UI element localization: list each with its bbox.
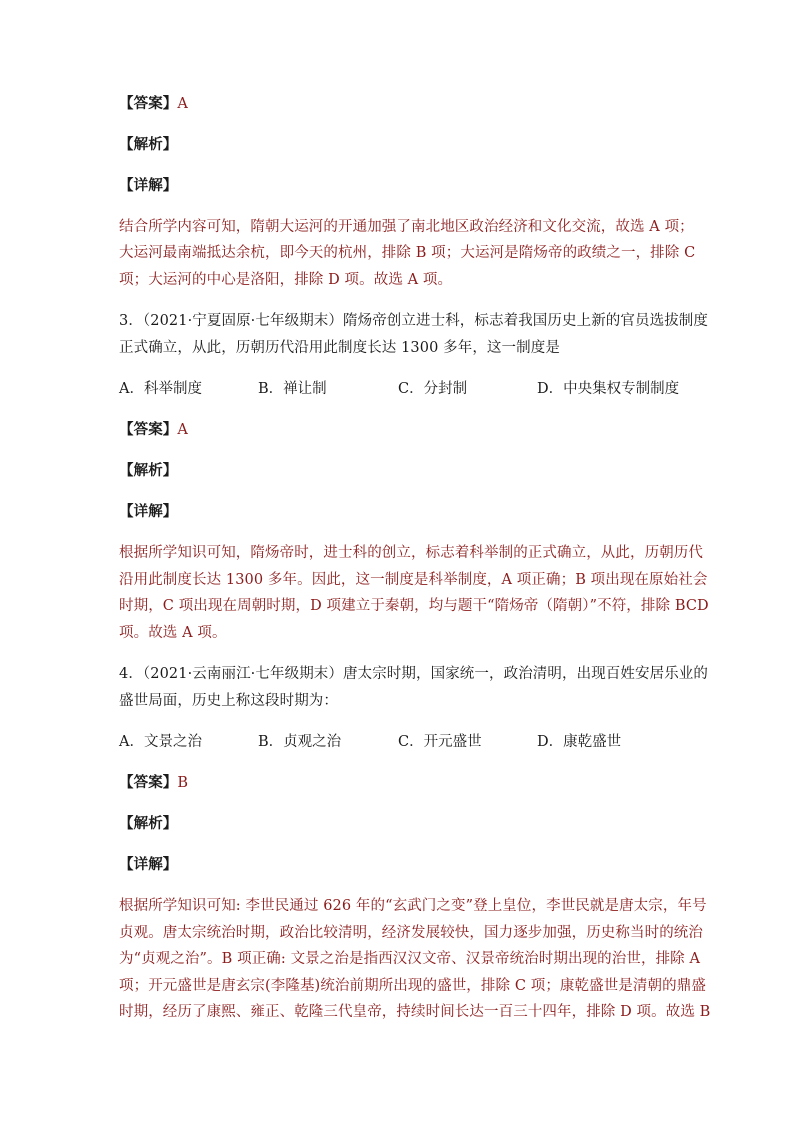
question-3-option-c: C．分封制 xyxy=(398,381,468,397)
question-4-option-d: D．康乾盛世 xyxy=(537,734,622,750)
explanation-2-line-2: 沿用此制度长达 1300 多年。因此，这一制度是科举制度，A 项正确；B 项出现在原始社会 xyxy=(119,572,708,588)
question-4-option-a: A．文景之治 xyxy=(119,734,202,750)
analysis-label-1: 【解析】 xyxy=(119,136,178,153)
answer-line-1 xyxy=(119,94,188,114)
explanation-1-line-3: 项；大运河的中心是洛阳，排除 D 项。故选 A 项。 xyxy=(119,272,453,288)
answer-label: 【答案】 xyxy=(119,421,178,438)
explanation-3-line-5: 时期，经历了康熙、雍正、乾隆三代皇帝，持续时间长达一百三十四年，排除 D 项。故选 B xyxy=(119,1004,711,1020)
answer-value: A xyxy=(177,96,188,112)
answer-label: 【答案】 xyxy=(119,774,178,791)
question-3-option-b: B．禅让制 xyxy=(258,381,327,397)
question-4-option-c: C．开元盛世 xyxy=(398,734,482,750)
analysis-label-2: 【解析】 xyxy=(119,462,178,479)
explanation-2-line-1: 根据所学知识可知，隋炀帝时，进士科的创立，标志着科举制的正式确立，从此，历朝历代 xyxy=(119,545,703,561)
explanation-3-line-3: 为“贞观之治”。B 项正确: 文景之治是指西汉汉文帝、汉景帝统治时期出现的治世，排除 A xyxy=(119,951,701,967)
explanation-1-line-2: 大运河最南端抵达余杭，即今天的杭州，排除 B 项；大运河是隋炀帝的政绩之一，排除 C xyxy=(119,245,696,261)
question-4-line-2: 盛世局面，历史上称这段时期为： xyxy=(119,693,338,709)
detail-label-3: 【详解】 xyxy=(119,856,178,873)
explanation-2-line-4: 项。故选 A 项。 xyxy=(119,625,227,641)
answer-line-3 xyxy=(119,773,188,793)
question-4-option-b: B．贞观之治 xyxy=(258,734,342,750)
detail-label-2: 【详解】 xyxy=(119,503,178,520)
question-3-line-1: 3．（2021·宁夏固原·七年级期末）隋炀帝创立进士科，标志着我国历史上新的官员选拔制度 xyxy=(119,313,708,329)
question-3-option-d: D．中央集权专制制度 xyxy=(537,381,680,397)
question-3-option-a: A．科举制度 xyxy=(119,381,202,397)
analysis-label-3: 【解析】 xyxy=(119,815,178,832)
question-3-line-2: 正式确立，从此，历朝历代沿用此制度长达 1300 多年，这一制度是 xyxy=(119,340,560,356)
explanation-2-line-3: 时期，C 项出现在周朝时期，D 项建立于秦朝，均与题干“隋炀帝（隋朝）”不符，排除 BCD xyxy=(119,598,709,614)
answer-value: B xyxy=(177,775,189,791)
answer-value: A xyxy=(177,422,188,438)
explanation-3-line-4: 项；开元盛世是唐玄宗(李隆基)统治前期所出现的盛世，排除 C 项；康乾盛世是清朝的鼎盛 xyxy=(119,978,706,994)
explanation-3-line-2: 贞观。唐太宗统治时期，政治比较清明，经济发展较快，国力逐步加强，历史称当时的统治 xyxy=(119,925,703,941)
detail-label-1: 【详解】 xyxy=(119,177,178,194)
explanation-3-line-1: 根据所学知识可知: 李世民通过 626 年的“玄武门之变”登上皇位，李世民就是唐太宗，年号 xyxy=(119,898,707,914)
answer-label: 【答案】 xyxy=(119,95,178,112)
explanation-1-line-1: 结合所学内容可知，隋朝大运河的开通加强了南北地区政治经济和文化交流，故选 A 项； xyxy=(119,219,694,235)
question-4-line-1: 4．（2021·云南丽江·七年级期末）唐太宗时期，国家统一，政治清明，出现百姓安居乐业的 xyxy=(119,666,708,682)
answer-line-2 xyxy=(119,420,188,440)
